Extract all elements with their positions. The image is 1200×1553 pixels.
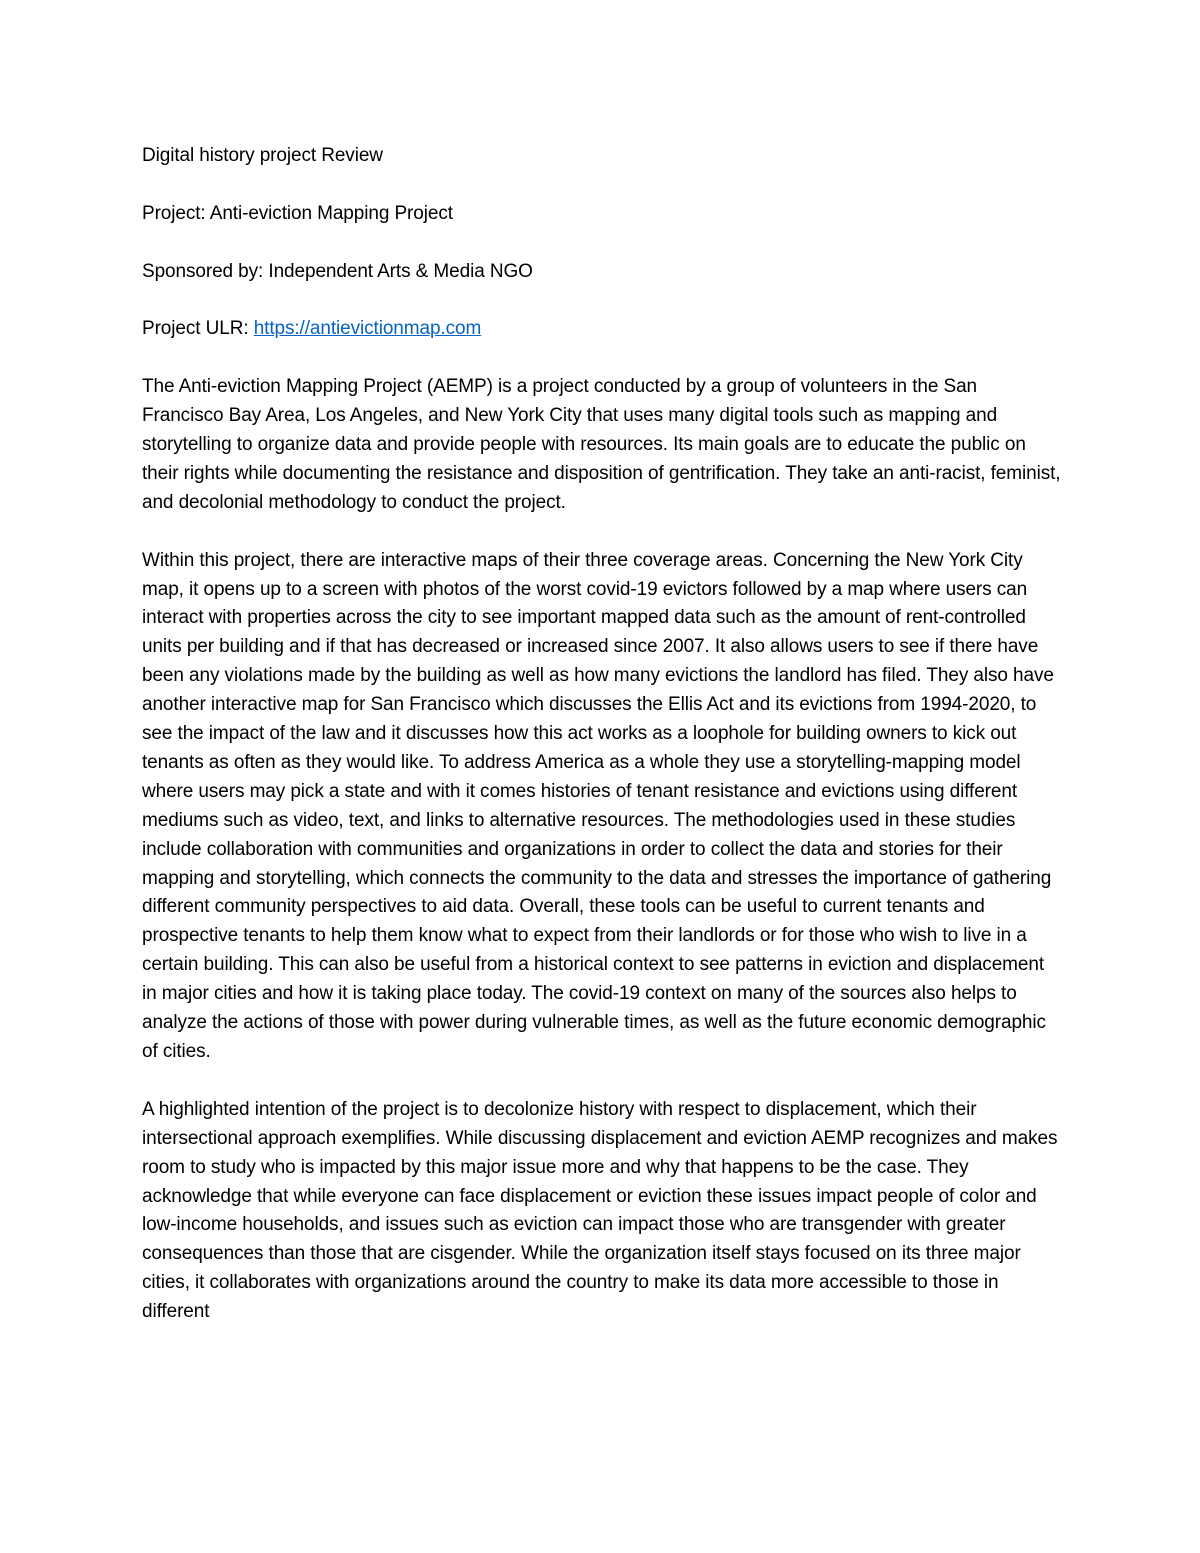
project-line: [142, 200, 1062, 229]
project-label: Project:: [142, 202, 210, 224]
url-label: Project ULR:: [142, 318, 254, 340]
sponsor-line: [142, 258, 1062, 287]
sponsor-label: Sponsored by:: [142, 260, 269, 282]
paragraph-intro: The Anti-eviction Mapping Project (AEMP) is a project conducted by a group of volunteers in the San Francisco Bay Area, Los Angeles, and New York City that uses many digital tools such as mapping and storytelling to organize data and provide people with resources. Its main goals are to educate the public on their rights while documenting the resistance and disposition of gentrification. They take an anti-racist, feminist, and decolonial methodology to conduct the project.: [142, 376, 1061, 513]
url-line: [142, 315, 1062, 344]
project-url-link[interactable]: https://antievictionmap.com: [253, 318, 482, 340]
sponsor-name: Independent Arts & Media NGO: [268, 260, 533, 282]
project-name: Anti-eviction Mapping Project: [209, 202, 453, 224]
paragraph-maps: Within this project, there are interactive maps of their three coverage areas. Concerning the New York City map, it opens up to a screen with photos of the worst covid-19 evictors followed by a map where users can interact with properties across the city to see important mapped data such as the amount of rent-controlled units per building and if that has decreased or increased since 2007. It also allows users to see if there have been any violations made by the building as well as how many evictions the landlord has filed. They also have another interactive map for San Francisco which discusses the Ellis Act and its evictions from 1994-2020, to see the impact of the law and it discusses how this act works as a loophole for building owners to kick out tenants as often as they would like. To address America as a whole they use a storytelling-mapping model where users may pick a state and with it comes histories of tenant resistance and evictions using different mediums such as video, text, and links to alternative resources. The methodologies used in these studies include collaboration with communities and organizations in order to collect the data and stories for their mapping and storytelling, which connects the community to the data and stresses the importance of gathering different community perspectives to aid data. Overall, these tools can be useful to current tenants and prospective tenants to help them know what to expect from their landlords or for those who wish to live in a certain building. This can also be useful from a historical context to see patterns in eviction and displacement in major cities and how it is taking place today. The covid-19 context on many of the sources also helps to analyze the actions of those with power during vulnerable times, as well as the future economic demographic of cities.: [142, 549, 1054, 1063]
document-title: Digital history project Review: [142, 145, 383, 166]
document-body: [142, 142, 1062, 1356]
paragraph-decolonize: A highlighted intention of the project is to decolonize history with respect to displacement, which their intersectional approach exemplifies. While discussing displacement and eviction AEMP recognizes and makes room to study who is impacted by this major issue more and why that happens to be the case. They acknowledge that while everyone can face displacement or eviction these issues impact people of color and low-income households, and issues such as eviction can impact those who are transgender with greater consequences than those that are cisgender. While the organization itself stays focused on its three major cities, it collaborates with organizations around the country to make its data more accessible to those in different: [142, 1098, 1058, 1323]
